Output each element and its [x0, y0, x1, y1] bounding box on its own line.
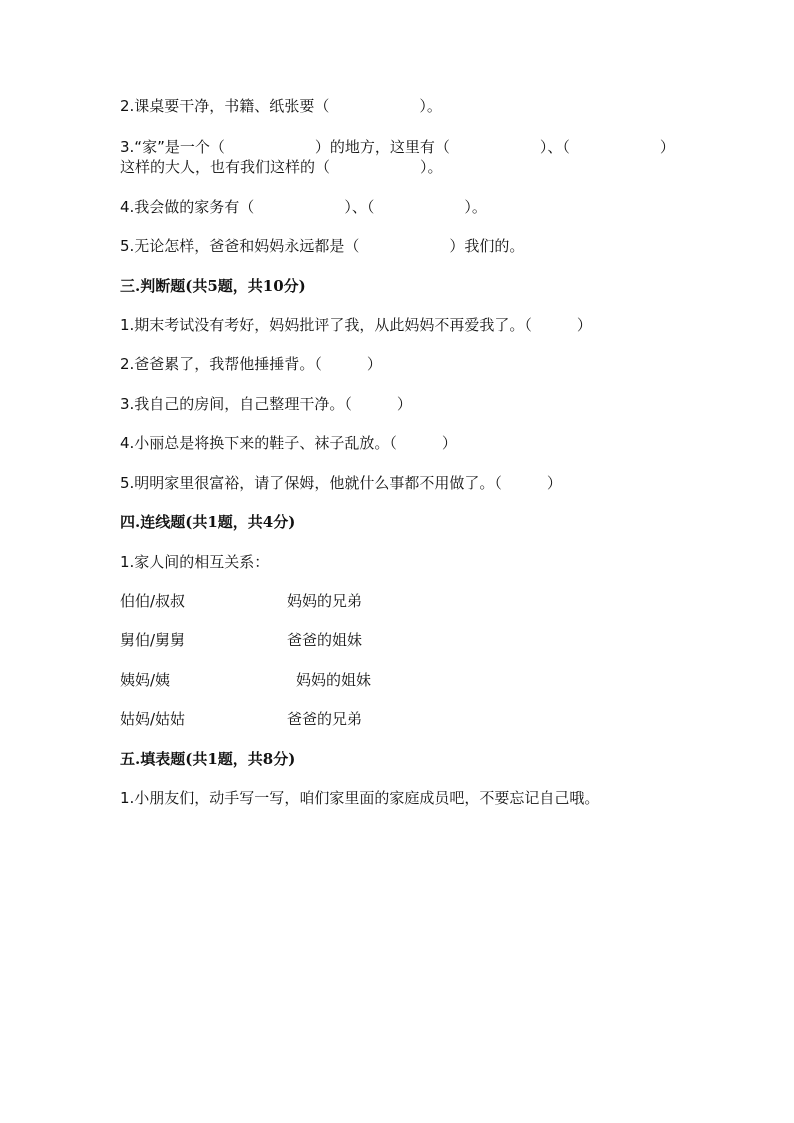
judge-question-2: 2.爸爸累了，我帮他捶捶背。（ ） — [120, 355, 382, 373]
match-left-4: 姑妈/姑姑 — [120, 710, 186, 728]
judge-question-1: 1.期末考试没有考好，妈妈批评了我，从此妈妈不再爱我了。（ ） — [120, 316, 592, 334]
match-right-1: 妈妈的兄弟 — [287, 592, 363, 610]
fill-question-2: 2.课桌要干净，书籍、纸张要（ ）。 — [120, 97, 442, 115]
fill-question-5: 5.无论怎样，爸爸和妈妈永远都是（ ）我们的。 — [120, 237, 525, 255]
judge-question-3: 3.我自己的房间，自己整理干净。（ ） — [120, 395, 412, 413]
fill-question-3-line-1: 3.“家”是一个（ ）的地方，这里有（ ）、（ ） — [120, 138, 675, 156]
match-question-1: 1.家人间的相互关系： — [120, 553, 270, 571]
match-right-3: 妈妈的姐妹 — [296, 671, 372, 689]
fill-question-4: 4.我会做的家务有（ ）、（ ）。 — [120, 198, 487, 216]
match-right-2: 爸爸的姐妹 — [287, 631, 363, 649]
match-left-2: 舅伯/舅舅 — [120, 631, 186, 649]
judge-question-5: 5.明明家里很富裕，请了保姆，他就什么事都不用做了。（ ） — [120, 474, 562, 492]
fill-question-3-line-2: 这样的大人，也有我们这样的（ ）。 — [120, 158, 443, 176]
judge-question-4: 4.小丽总是将换下来的鞋子、袜子乱放。（ ） — [120, 434, 457, 452]
section-5-heading: 五.填表题(共1题，共8分) — [120, 750, 296, 768]
match-right-4: 爸爸的兄弟 — [287, 710, 363, 728]
section-4-heading: 四.连线题(共1题，共4分) — [120, 513, 296, 531]
section-3-heading: 三.判断题(共5题，共10分) — [120, 277, 306, 295]
table-question-1: 1.小朋友们，动手写一写，咱们家里面的家庭成员吧，不要忘记自己哦。 — [120, 789, 600, 807]
match-left-1: 伯伯/叔叔 — [120, 592, 186, 610]
match-left-3: 姨妈/姨 — [120, 671, 171, 689]
